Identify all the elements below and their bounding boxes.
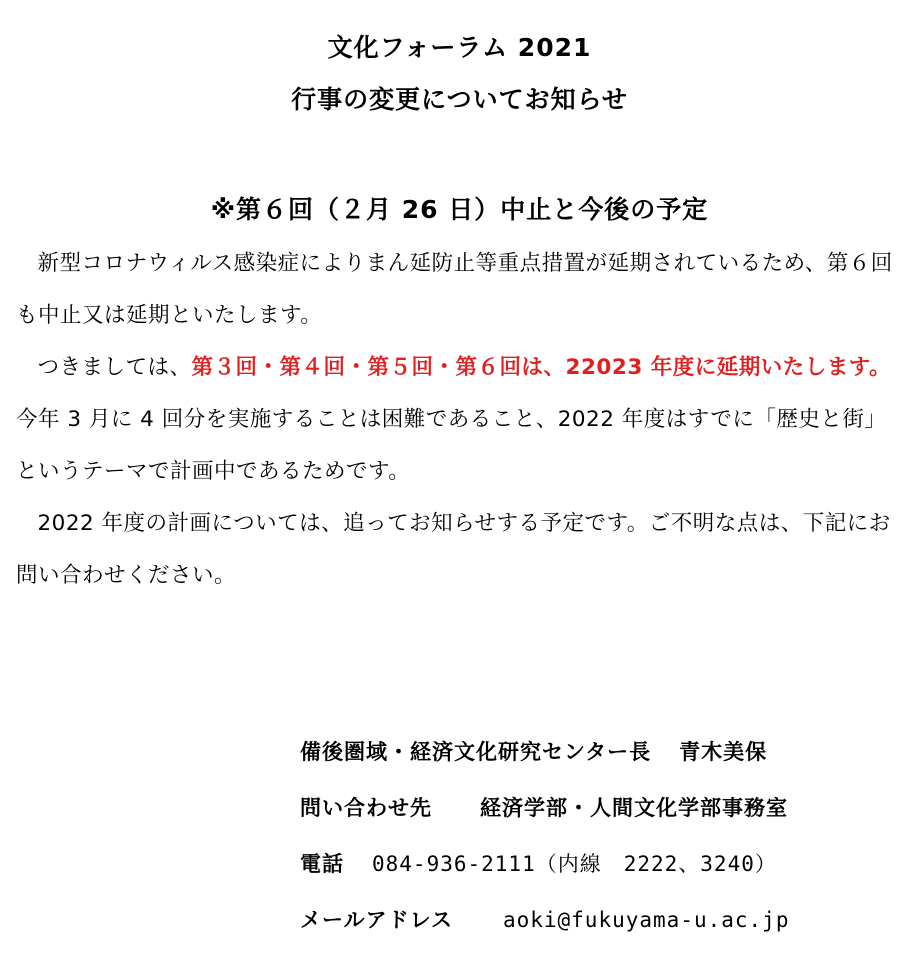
email-label: メールアドレス: [300, 908, 453, 932]
inquiry-office: 経済学部・人間文化学部事務室: [480, 796, 788, 820]
inquiry-label: 問い合わせ先: [300, 796, 432, 820]
paragraph-1: 新型コロナウィルス感染症によりまん延防止等重点措置が延期されているため、第６回も中止又は延期といたします。: [16, 251, 893, 328]
paragraph-3: 2022 年度の計画については、追ってお知らせする予定です。ご不明な点は、下記にお問い合わせください。: [16, 511, 891, 588]
page-title: 文化フォーラム 2021: [327, 33, 592, 62]
organization-name: 備後圏域・経済文化研究センター長: [300, 740, 652, 764]
contact-inquiry-row: [300, 786, 789, 842]
contact-person: 青木美保: [679, 740, 768, 764]
notice-heading: ※第６回（２月 26 日）中止と今後の予定: [210, 195, 709, 224]
contact-block: [300, 730, 789, 954]
phone-number: 084-936-2111（内線 2222、3240）: [372, 852, 777, 876]
email-address: aoki@fukuyama-u.ac.jp: [502, 908, 790, 932]
paragraph-2-intro: つきましては、: [37, 355, 192, 380]
page-subtitle: 行事の変更についてお知らせ: [291, 85, 628, 114]
postponement-highlight: 第３回・第４回・第５回・第６回は、22023 年度に延期いたします。: [191, 355, 892, 380]
paragraph-2-reason: 今年 3 月に 4 回分を実施することは困難であること、2022 年度はすでに「歴史と街」というテーマで計画中であるためです。: [16, 407, 887, 484]
contact-organization-row: [300, 730, 789, 786]
phone-label: 電話: [300, 852, 344, 876]
contact-email-row: [300, 898, 789, 954]
contact-phone-row: [300, 842, 789, 898]
paragraph-2: [16, 342, 906, 498]
notice-body: [16, 238, 906, 602]
